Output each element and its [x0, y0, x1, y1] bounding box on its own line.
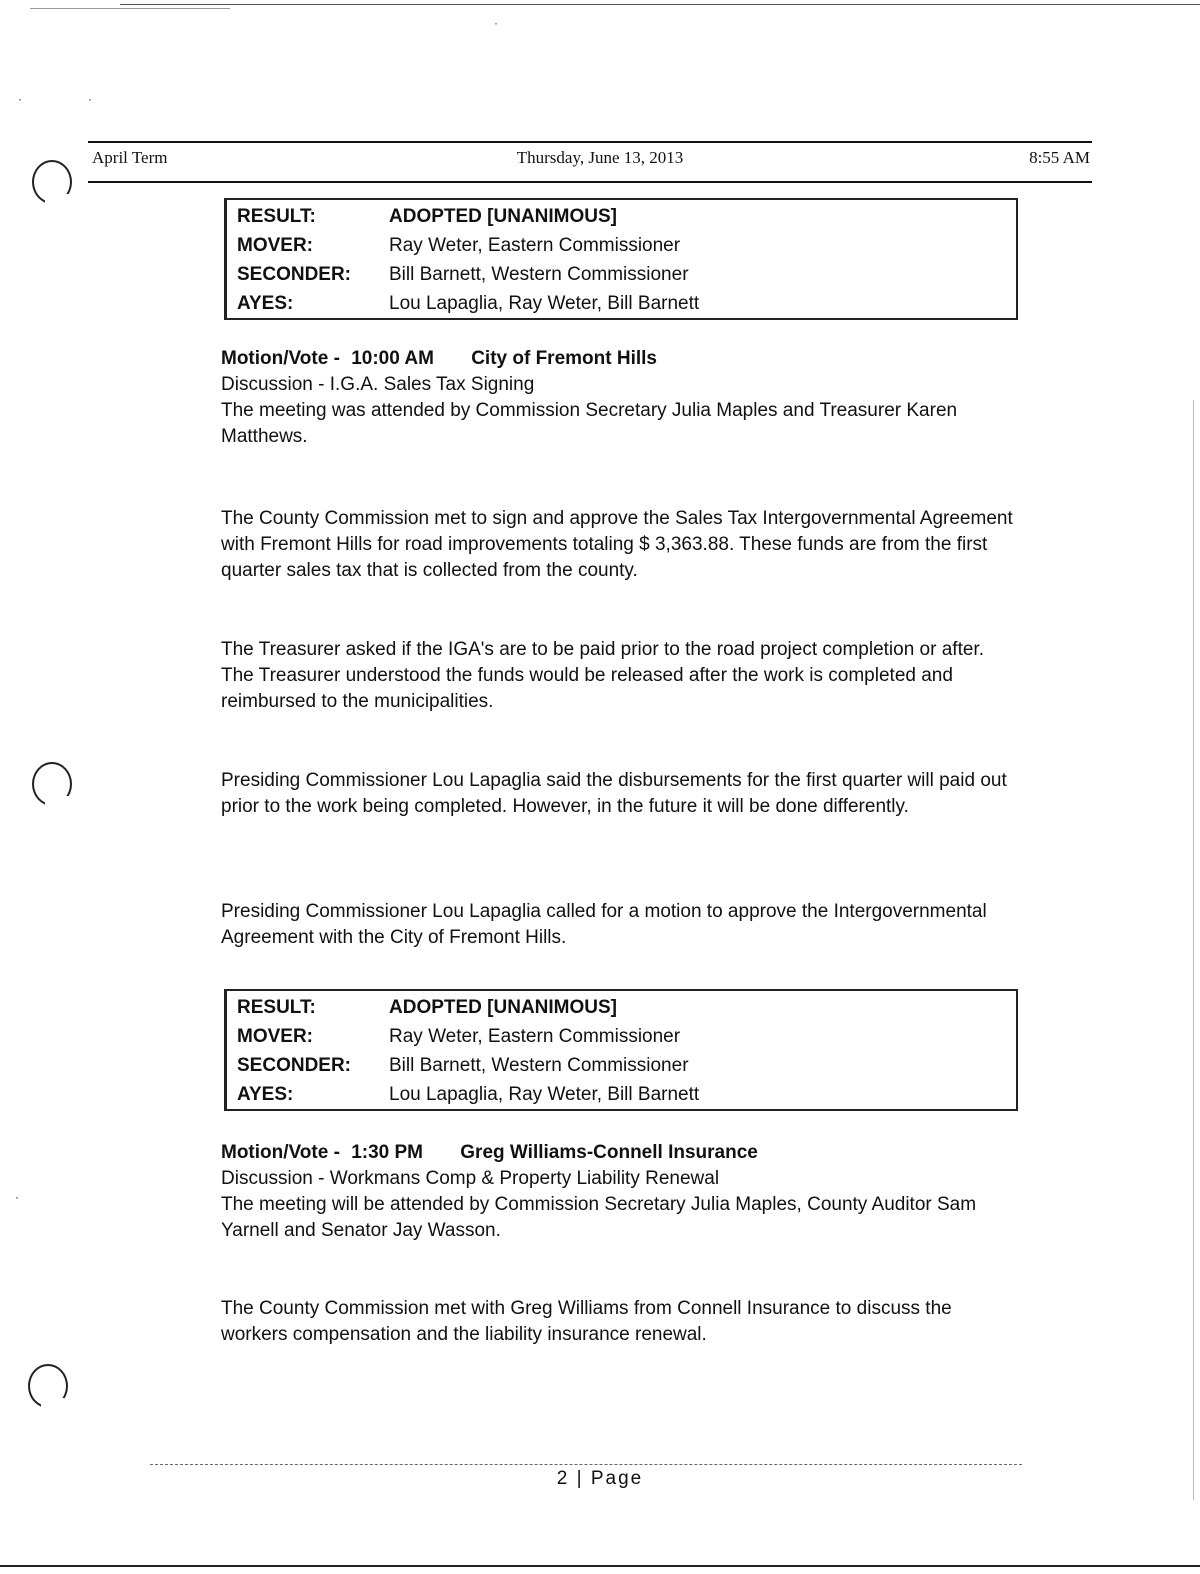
result-key: MOVER:: [237, 235, 313, 256]
result-key: AYES:: [237, 1084, 294, 1105]
page-number: 2 | Page: [556, 1468, 644, 1489]
scan-edge-line: [1193, 400, 1194, 1500]
motion-subject: City of Fremont Hills: [471, 348, 657, 369]
result-value: Ray Weter, Eastern Commissioner: [389, 235, 681, 256]
discussion-line: Discussion - I.G.A. Sales Tax Signing: [221, 374, 535, 395]
header-term: April Term: [92, 148, 168, 167]
result-value: Lou Lapaglia, Ray Weter, Bill Barnett: [389, 1084, 700, 1105]
result-value: Lou Lapaglia, Ray Weter, Bill Barnett: [389, 293, 700, 314]
paragraph: The Treasurer asked if the IGA's are to be paid prior to the road project completion or after. The Treasurer understood the funds would be released after the work is completed and reimbursed to the municipalities.: [221, 639, 984, 712]
scan-edge-line: [120, 4, 1200, 5]
seconder-row: [237, 1051, 1006, 1080]
mover-row: [237, 231, 1006, 260]
result-key: AYES:: [237, 293, 294, 314]
header-date: Thursday, June 13, 2013: [516, 148, 684, 167]
result-key: RESULT:: [237, 997, 316, 1018]
paragraph: The County Commission met to sign and approve the Sales Tax Intergovernmental Agreement with Fremont Hills for road improvements totaling $ 3,363.88. These funds are from the first quarter sales tax that is collected from the county.: [221, 508, 1013, 581]
header-time: 8:55 AM: [1029, 148, 1090, 167]
motion-section: [221, 346, 1021, 450]
vote-result-box: [224, 989, 1018, 1111]
paragraph: Presiding Commissioner Lou Lapaglia said the disbursements for the first quarter will paid out prior to the work being completed. However, in the future it will be done differently.: [221, 770, 1007, 817]
punch-hole: [32, 762, 72, 806]
motion-time: 1:30 PM: [351, 1142, 423, 1163]
motion-label: Motion/Vote -: [221, 1142, 340, 1163]
attendance-text: The meeting was attended by Commission Secretary Julia Maples and Treasurer Karen Matthews.: [221, 400, 958, 447]
scan-speck: ·: [18, 92, 22, 106]
ayes-row: [237, 289, 1006, 318]
result-key: SECONDER:: [237, 1055, 352, 1076]
result-key: SECONDER:: [237, 264, 352, 285]
scan-edge-line: [30, 8, 230, 9]
mover-row: [237, 1022, 1006, 1051]
scan-speck: ·: [88, 92, 92, 106]
result-value: Ray Weter, Eastern Commissioner: [389, 1026, 681, 1047]
punch-hole: [28, 1364, 68, 1408]
motion-label: Motion/Vote -: [221, 348, 340, 369]
result-value: ADOPTED [UNANIMOUS]: [389, 206, 617, 227]
seconder-row: [237, 260, 1006, 289]
result-value: ADOPTED [UNANIMOUS]: [389, 997, 617, 1018]
vote-result-box: [224, 198, 1018, 320]
discussion-line: Discussion - Workmans Comp & Property Liability Renewal: [221, 1168, 720, 1189]
motion-time: 10:00 AM: [351, 348, 434, 369]
footer-rule: [150, 1464, 1022, 1465]
result-row: [237, 202, 1006, 231]
header-rule-top: [88, 141, 1092, 143]
ayes-row: [237, 1080, 1006, 1109]
result-key: RESULT:: [237, 206, 316, 227]
attendance-text: The meeting will be attended by Commission Secretary Julia Maples, County Auditor Sam Yarnell and Senator Jay Wasson.: [221, 1194, 977, 1241]
motion-subject: Greg Williams-Connell Insurance: [460, 1142, 758, 1163]
scan-speck: ·: [494, 16, 498, 30]
scan-speck: ·: [15, 1190, 19, 1204]
result-row: [237, 993, 1006, 1022]
header-rule-bottom: [88, 181, 1092, 183]
result-value: Bill Barnett, Western Commissioner: [389, 264, 689, 285]
result-key: MOVER:: [237, 1026, 313, 1047]
motion-heading: [221, 346, 1021, 372]
result-value: Bill Barnett, Western Commissioner: [389, 1055, 689, 1076]
motion-section: [221, 1140, 1021, 1244]
paragraph: The County Commission met with Greg Williams from Connell Insurance to discuss the workers compensation and the liability insurance renewal.: [221, 1298, 952, 1345]
paragraph: Presiding Commissioner Lou Lapaglia called for a motion to approve the Intergovernmental Agreement with the City of Fremont Hills.: [221, 901, 987, 948]
scan-edge-line: [0, 1565, 1200, 1567]
motion-heading: [221, 1140, 1021, 1166]
